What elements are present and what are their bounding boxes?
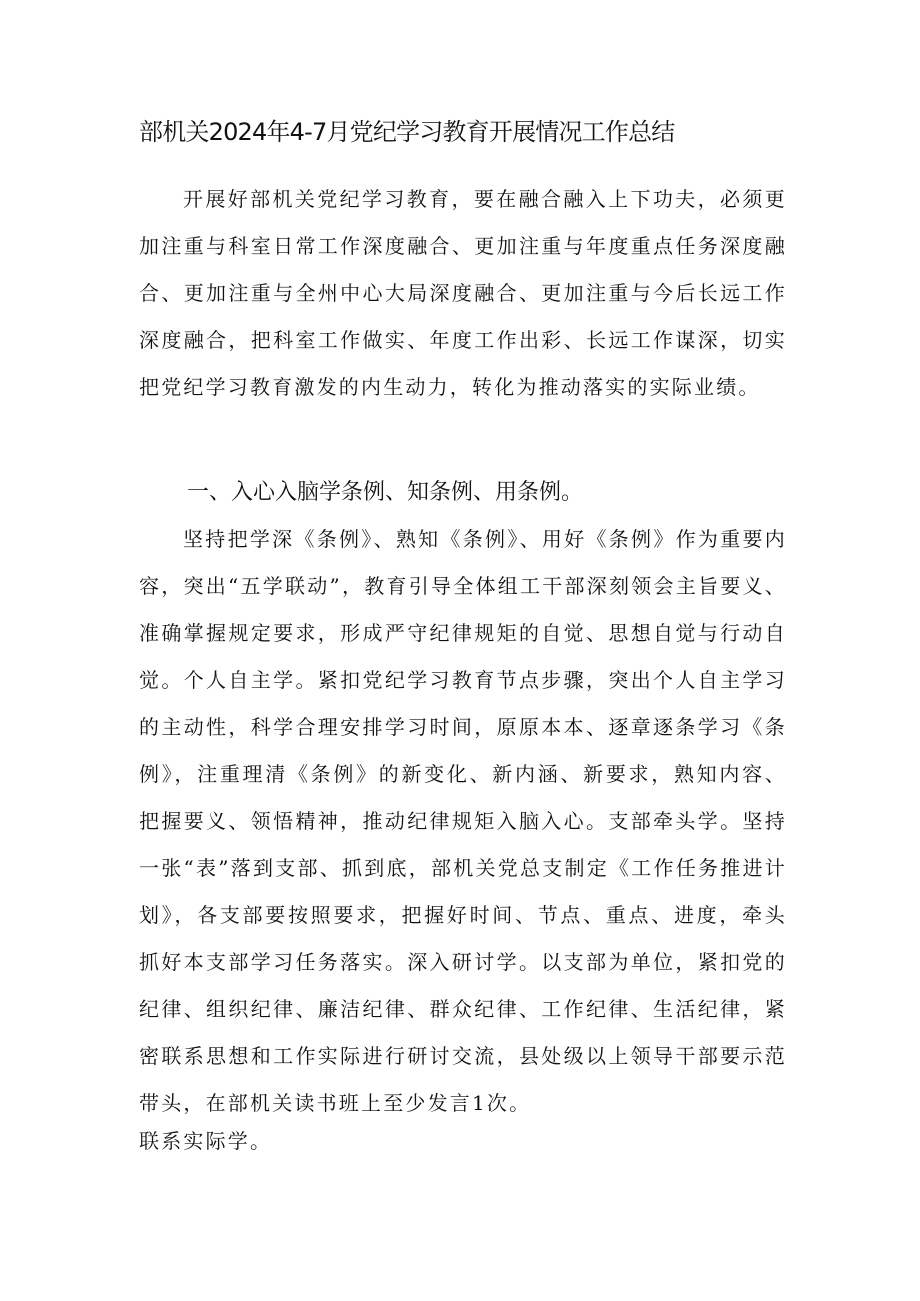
section-1-closing-line: 联系实际学。	[139, 1129, 273, 1153]
document-title: 部机关2024年4-7月党纪学习教育开展情况工作总结	[139, 118, 675, 146]
section-1-paragraph: 坚持把学深《条例》、熟知《条例》、用好《条例》作为重要内容，突出“五学联动”，教育引导全体组工干部深刻领会主旨要义、准确掌握规定要求，形成严守纪律规矩的自觉、思想自觉与行动自觉。个人自主学。紧扣党纪学习教育节点步骤，突出个人自主学习的主动性，科学合理安排学习时间，原原本本、逐章逐条学习《条例》，注重理清《条例》的新变化、新内涵、新要求，熟知内容、把握要义、领悟精神，推动纪律规矩入脑入心。支部牵头学。坚持一张“表”落到支部、抓到底，部机关党总支制定《工作任务推进计划》，各支部要按照要求，把握好时间、节点、重点、进度，牵头抓好本支部学习任务落实。深入研讨学。以支部为单位，紧扣党的纪律、组织纪律、廉洁纪律、群众纪律、工作纪律、生活纪律，紧密联系思想和工作实际进行研讨交流，县处级以上领导干部要示范带头，在部机关读书班上至少发言1次。	[139, 527, 787, 1115]
intro-paragraph: 开展好部机关党纪学习教育，要在融合融入上下功夫，必须更加注重与科室日常工作深度融合、更加注重与年度重点任务深度融合、更加注重与全州中心大局深度融合、更加注重与今后长远工作深度融合，把科室工作做实、年度工作出彩、长远工作谋深，切实把党纪学习教育激发的内生动力，转化为推动落实的实际业绩。	[139, 187, 787, 399]
section-heading-1: 一、入心入脑学条例、知条例、用条例。	[187, 480, 584, 505]
